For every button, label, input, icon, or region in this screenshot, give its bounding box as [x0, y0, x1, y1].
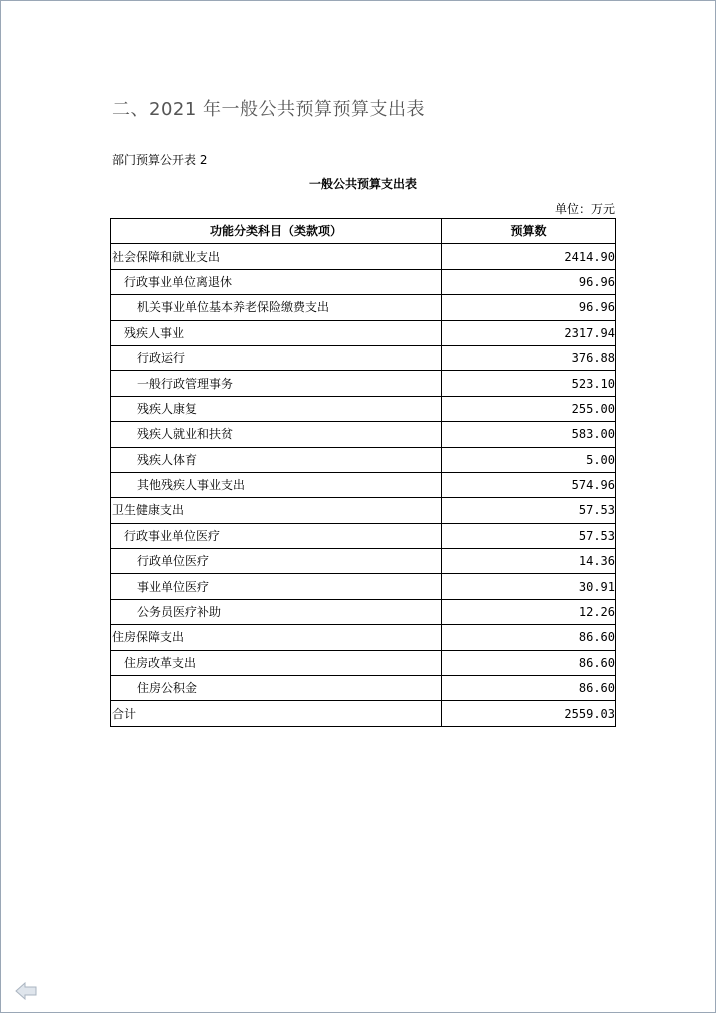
row-budget-value: 57.53 — [442, 498, 616, 523]
row-budget-value: 30.91 — [442, 574, 616, 599]
table-row — [111, 676, 616, 701]
row-category-name: 一般行政管理事务 — [111, 371, 442, 396]
table-row — [111, 269, 616, 294]
table-row — [111, 371, 616, 396]
form-number: 部门预算公开表 2 — [112, 153, 208, 167]
table-row — [111, 650, 616, 675]
row-budget-value: 86.60 — [442, 650, 616, 675]
table-row — [111, 599, 616, 624]
row-category-name: 行政单位医疗 — [111, 549, 442, 574]
row-budget-value: 96.96 — [442, 269, 616, 294]
row-budget-value: 12.26 — [442, 599, 616, 624]
budget-table — [110, 218, 616, 727]
row-category-name: 残疾人体育 — [111, 447, 442, 472]
row-category-name: 其他残疾人事业支出 — [111, 472, 442, 497]
row-category-name: 事业单位医疗 — [111, 574, 442, 599]
row-category-name: 残疾人康复 — [111, 396, 442, 421]
table-row — [111, 422, 616, 447]
row-category-name: 合计 — [111, 701, 442, 726]
row-category-name: 卫生健康支出 — [111, 498, 442, 523]
table-row — [111, 295, 616, 320]
row-budget-value: 583.00 — [442, 422, 616, 447]
row-budget-value: 523.10 — [442, 371, 616, 396]
row-budget-value: 14.36 — [442, 549, 616, 574]
row-category-name: 行政运行 — [111, 345, 442, 370]
table-title: 一般公共预算支出表 — [308, 177, 417, 191]
row-category-name: 住房公积金 — [111, 676, 442, 701]
row-budget-value: 57.53 — [442, 523, 616, 548]
row-budget-value: 86.60 — [442, 676, 616, 701]
back-arrow-icon[interactable] — [15, 982, 37, 1000]
table-row — [111, 320, 616, 345]
row-category-name: 残疾人就业和扶贫 — [111, 422, 442, 447]
row-budget-value: 5.00 — [442, 447, 616, 472]
row-budget-value: 255.00 — [442, 396, 616, 421]
table-row — [111, 472, 616, 497]
table-row — [111, 447, 616, 472]
table-row — [111, 625, 616, 650]
table-row — [111, 549, 616, 574]
row-category-name: 住房保障支出 — [111, 625, 442, 650]
row-budget-value: 574.96 — [442, 472, 616, 497]
table-row — [111, 345, 616, 370]
row-budget-value: 86.60 — [442, 625, 616, 650]
table-row — [111, 244, 616, 269]
row-category-name: 社会保障和就业支出 — [111, 244, 442, 269]
header-category: 功能分类科目（类款项） — [111, 219, 442, 244]
table-header-row — [111, 219, 616, 244]
table-row — [111, 396, 616, 421]
page-heading: 二、2021 年一般公共预算预算支出表 — [112, 99, 426, 120]
row-budget-value: 2559.03 — [442, 701, 616, 726]
row-budget-value: 376.88 — [442, 345, 616, 370]
row-category-name: 行政事业单位医疗 — [111, 523, 442, 548]
row-category-name: 机关事业单位基本养老保险缴费支出 — [111, 295, 442, 320]
header-budget: 预算数 — [442, 219, 616, 244]
row-category-name: 公务员医疗补助 — [111, 599, 442, 624]
row-budget-value: 2317.94 — [442, 320, 616, 345]
row-category-name: 行政事业单位离退休 — [111, 269, 442, 294]
unit-label: 单位：万元 — [554, 202, 615, 216]
table-body — [111, 244, 616, 726]
row-category-name: 住房改革支出 — [111, 650, 442, 675]
row-budget-value: 96.96 — [442, 295, 616, 320]
table-row — [111, 523, 616, 548]
row-budget-value: 2414.90 — [442, 244, 616, 269]
table-row — [111, 701, 616, 726]
table-row — [111, 574, 616, 599]
table-row — [111, 498, 616, 523]
row-category-name: 残疾人事业 — [111, 320, 442, 345]
